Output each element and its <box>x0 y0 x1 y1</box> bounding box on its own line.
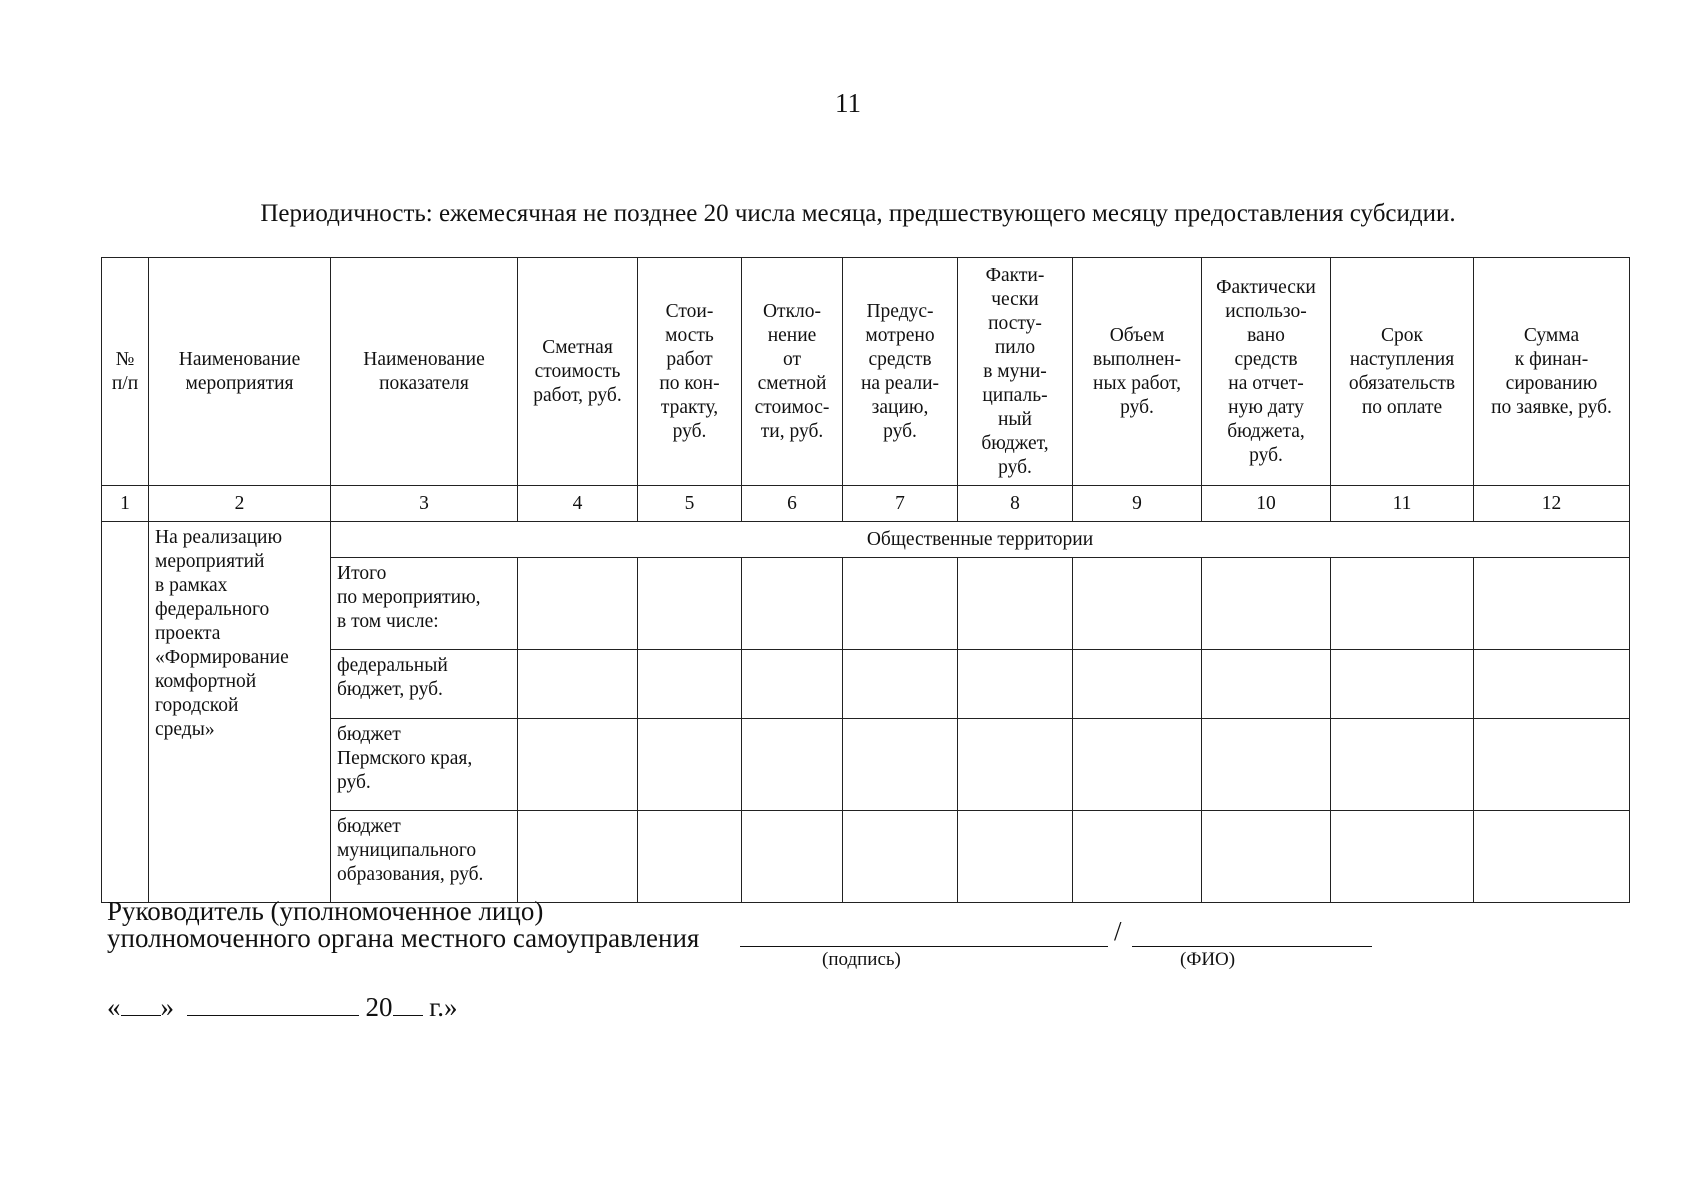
month-field-line[interactable] <box>187 993 359 1016</box>
column-number: 2 <box>149 486 331 522</box>
column-number-row <box>102 486 1630 522</box>
empty-cell <box>638 558 742 650</box>
column-number: 12 <box>1474 486 1630 522</box>
indicator-label: бюджет Пермского края, руб. <box>331 719 518 811</box>
header-cell-received-funds: Факти- чески посту- пило в муни- ципаль- ный бюджет, руб. <box>958 258 1073 486</box>
empty-cell <box>958 558 1073 650</box>
table-row <box>102 719 1630 811</box>
empty-cell <box>1073 719 1202 811</box>
date-close-quote: » <box>160 992 174 1022</box>
header-cell-financing-amount: Сумма к финан- сированию по заявке, руб. <box>1474 258 1630 486</box>
table-row <box>102 558 1630 650</box>
empty-cell <box>1073 811 1202 903</box>
empty-cell <box>958 650 1073 719</box>
header-cell-event: Наименование мероприятия <box>149 258 331 486</box>
date-line <box>107 992 458 1023</box>
year-field-line[interactable] <box>393 993 423 1016</box>
empty-cell <box>1474 719 1630 811</box>
name-field-line[interactable] <box>1132 946 1372 947</box>
empty-cell <box>1474 558 1630 650</box>
column-number: 10 <box>1202 486 1331 522</box>
empty-cell <box>518 650 638 719</box>
empty-cell <box>1073 650 1202 719</box>
empty-cell <box>843 650 958 719</box>
empty-cell <box>1202 719 1331 811</box>
empty-cell <box>518 811 638 903</box>
empty-cell <box>742 811 843 903</box>
empty-cell <box>1202 650 1331 719</box>
report-table <box>101 257 1630 903</box>
header-cell-deviation: Откло- нение от сметной стоимос- ти, руб. <box>742 258 843 486</box>
group-row <box>102 522 1630 558</box>
year-prefix: 20 <box>365 992 393 1022</box>
signature-block <box>107 898 699 952</box>
table-row <box>102 650 1630 719</box>
header-cell-contract-cost: Стои- мость работ по кон- тракту, руб. <box>638 258 742 486</box>
empty-cell <box>742 558 843 650</box>
signature-field-line[interactable] <box>740 946 1108 947</box>
column-number: 7 <box>843 486 958 522</box>
event-name-cell: На реализацию мероприятий в рамках федерального проекта «Формирование комфортной городской среды» <box>149 522 331 903</box>
column-number: 8 <box>958 486 1073 522</box>
header-cell-number: № п/п <box>102 258 149 486</box>
column-number: 1 <box>102 486 149 522</box>
signature-caption: (подпись) <box>822 949 901 970</box>
indicator-label: Итого по мероприятию, в том числе: <box>331 558 518 650</box>
empty-cell <box>1474 650 1630 719</box>
empty-cell <box>1331 650 1474 719</box>
column-number: 11 <box>1331 486 1474 522</box>
table-row <box>102 811 1630 903</box>
periodicity-text: Периодичность: ежемесячная не позднее 20 числа месяца, предшествующего месяцу предоставления субсидии. <box>260 200 1456 227</box>
empty-cell <box>1331 719 1474 811</box>
empty-cell <box>1073 558 1202 650</box>
indicator-label: бюджет муниципального образования, руб. <box>331 811 518 903</box>
empty-cell <box>843 811 958 903</box>
column-number: 3 <box>331 486 518 522</box>
header-cell-used-funds: Фактически использо- вано средств на отчет- ную дату бюджета, руб. <box>1202 258 1331 486</box>
empty-cell <box>843 558 958 650</box>
signature-separator: / <box>1114 916 1122 946</box>
date-open-quote: « <box>107 992 121 1022</box>
empty-cell <box>958 811 1073 903</box>
empty-cell <box>638 811 742 903</box>
day-field-line[interactable] <box>121 993 161 1016</box>
year-suffix: г.» <box>429 992 458 1022</box>
indicator-label: федеральный бюджет, руб. <box>331 650 518 719</box>
empty-cell <box>518 719 638 811</box>
column-number: 6 <box>742 486 843 522</box>
header-cell-payment-term: Срок наступления обязательств по оплате <box>1331 258 1474 486</box>
header-cell-indicator: Наименование показателя <box>331 258 518 486</box>
signature-title-line2: уполномоченного органа местного самоуправления <box>107 923 700 953</box>
empty-cell <box>638 650 742 719</box>
empty-cell <box>843 719 958 811</box>
signature-title-line1: Руководитель (уполномоченное лицо) <box>107 896 544 926</box>
column-number: 5 <box>638 486 742 522</box>
row-number-cell <box>102 522 149 903</box>
empty-cell <box>958 719 1073 811</box>
header-row <box>102 258 1630 486</box>
header-cell-planned-funds: Предус- мотрено средств на реали- зацию, руб. <box>843 258 958 486</box>
empty-cell <box>638 719 742 811</box>
column-number: 9 <box>1073 486 1202 522</box>
empty-cell <box>742 719 843 811</box>
group-label: Общественные территории <box>331 522 1630 558</box>
empty-cell <box>1331 811 1474 903</box>
header-cell-work-volume: Объем выполнен- ных работ, руб. <box>1073 258 1202 486</box>
page-number: 11 <box>835 88 861 118</box>
empty-cell <box>1474 811 1630 903</box>
column-number: 4 <box>518 486 638 522</box>
empty-cell <box>1331 558 1474 650</box>
header-cell-estimated-cost: Сметная стоимость работ, руб. <box>518 258 638 486</box>
name-caption: (ФИО) <box>1180 949 1236 970</box>
empty-cell <box>742 650 843 719</box>
empty-cell <box>518 558 638 650</box>
empty-cell <box>1202 811 1331 903</box>
empty-cell <box>1202 558 1331 650</box>
